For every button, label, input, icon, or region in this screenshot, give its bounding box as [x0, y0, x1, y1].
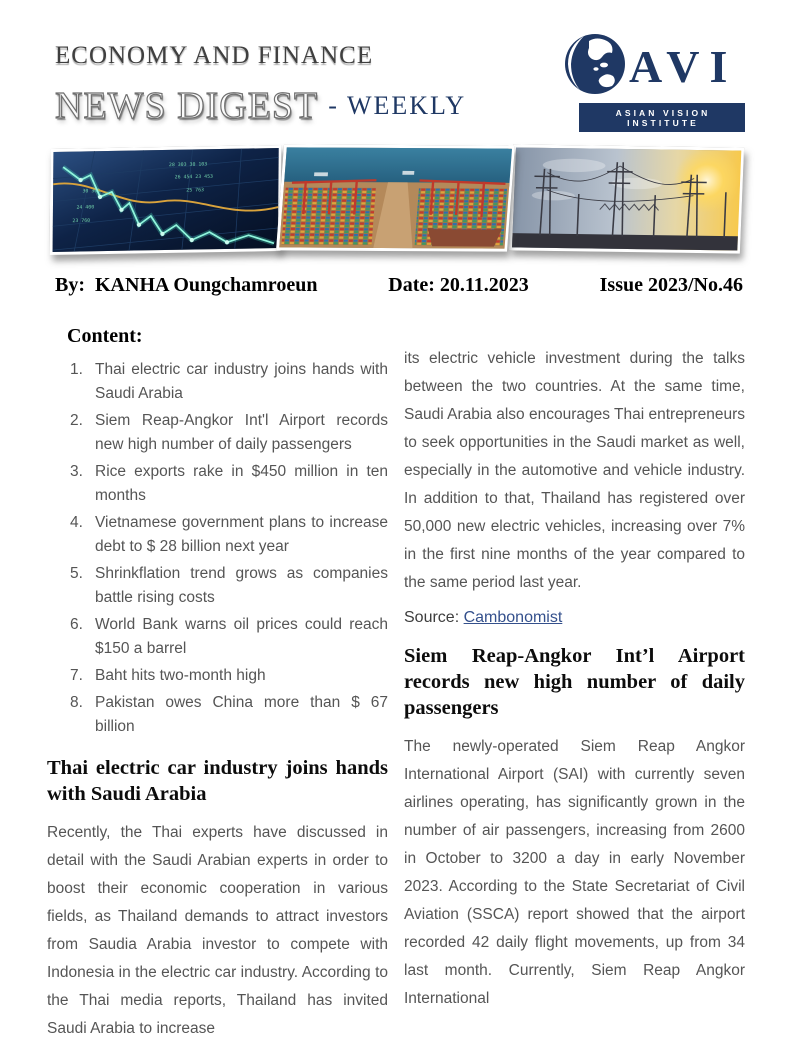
content-list-item: Baht hits two-month high [95, 667, 266, 684]
page-title: NEWS DIGEST [55, 85, 319, 127]
svg-text:24 400: 24 400 [76, 205, 95, 211]
right-column [404, 325, 745, 1043]
content-heading: Content: [67, 325, 143, 347]
article-2-title: Siem Reap-Angkor Int’l Airport records new high number of daily passengers [404, 645, 745, 719]
svg-text:28 303 30 103: 28 303 30 103 [168, 162, 208, 169]
content-list-item: Siem Reap-Angkor Int'l Airport records new high number of daily passengers [95, 412, 388, 453]
photo-container-port [276, 144, 515, 251]
svg-text:26 454 23 453: 26 454 23 453 [174, 174, 214, 181]
kicker-title: ECONOMY AND FINANCE [55, 42, 374, 69]
article-columns [47, 325, 745, 1043]
avi-logo [563, 32, 745, 132]
svg-text:25 763: 25 763 [186, 188, 205, 194]
globe-icon [563, 32, 627, 101]
photo-power-lines-sunset [509, 144, 745, 253]
source-label: Source: [404, 609, 460, 626]
content-list-item: Thai electric car industry joins hands with Saudi Arabia [95, 361, 388, 402]
article-1-title: Thai electric car industry joins hands with Saudi Arabia [47, 757, 388, 805]
content-list-item: Rice exports rake in $450 million in ten months [95, 463, 388, 504]
source-link[interactable]: Cambonomist [463, 609, 563, 626]
byline-row [47, 274, 745, 297]
article-1-body-left: Recently, the Thai experts have discussed in detail with the Saudi Arabian experts in order to boost their economic cooperation in various fields, as Thailand demands to attract investors from Saudia Arabia investor to compete with Indonesia in the electric car industry. According to the Thai media reports, Thailand has invited Saudi Arabia to increase [47, 824, 388, 1037]
svg-text:30 303: 30 303 [82, 189, 101, 195]
logo-org-name: ASIAN VISION INSTITUTE [579, 103, 745, 132]
content-list-item: Pakistan owes China more than $ 67 billion [95, 694, 388, 735]
byline-author [55, 274, 317, 297]
svg-text:23 760: 23 760 [72, 218, 91, 225]
byline-author-label: By: [55, 274, 85, 296]
logo-acronym: AVI [629, 40, 738, 92]
content-list [47, 358, 388, 739]
banner-collage [47, 144, 745, 258]
article-1-body-right: its electric vehicle investment during the talks between the two countries. At the same time, Saudi Arabia also encourages Thai entrepreneurs to seek opportunities in the Saudi market as well, especially in the automotive and vehicle industry. In addition to that, Thailand has registered over 50,000 new electric vehicles, increasing over 7% in the first nine months of the year compared to the same period last year. [404, 350, 745, 591]
page-title-suffix: - WEEKLY [328, 91, 467, 120]
title-row [55, 84, 466, 128]
byline-date: Date: 20.11.2023 [388, 274, 529, 296]
byline-author-name: KANHA Oungchamroeun [95, 274, 318, 296]
byline-issue: Issue 2023/No.46 [599, 274, 743, 296]
masthead-titles [47, 36, 466, 128]
masthead [47, 36, 745, 132]
photo-stock-market-chart [50, 145, 282, 255]
left-column [47, 325, 388, 1043]
source-line [404, 609, 745, 627]
article-2-body: The newly-operated Siem Reap Angkor International Airport (SAI) with currently seven airlines operating, has significantly grown in the number of air passengers, increasing from 2600 in October to 3200 a day in early November 2023. According to the State Secretariat of Civil Aviation (SSCA) report showed that the airport recorded 42 daily flight movements, up from 34 last month. Currently, Siem Reap Angkor International [404, 738, 745, 1007]
content-list-item: World Bank warns oil prices could reach $150 a barrel [95, 616, 388, 657]
content-list-item: Shrinkflation trend grows as companies battle rising costs [95, 565, 388, 606]
content-list-item: Vietnamese government plans to increase debt to $ 28 billion next year [95, 514, 388, 555]
